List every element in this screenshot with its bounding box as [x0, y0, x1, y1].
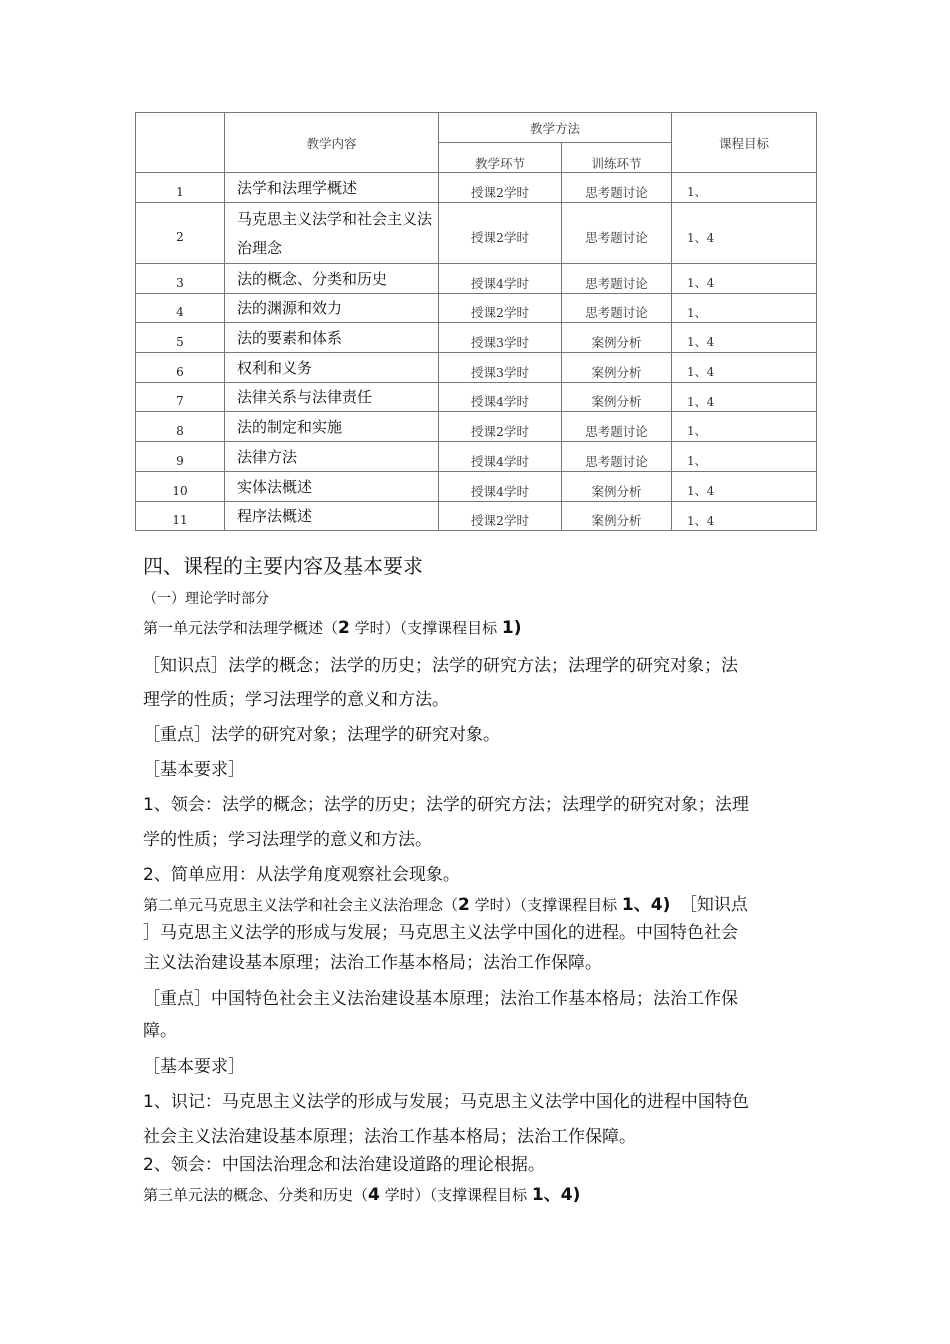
- row-number: 10: [136, 472, 225, 502]
- row-number: 4: [136, 294, 225, 323]
- table-header-row: [136, 113, 817, 143]
- row-teaching-link: 授课3学时: [439, 353, 562, 383]
- header-teaching-link: 教学环节: [439, 143, 562, 173]
- row-training-link: 思考题讨论: [562, 294, 672, 323]
- unit3-title: 第三单元法的概念、分类和历史（4 学时）（支撑课程目标 1、4): [143, 1185, 581, 1205]
- row-goal: 1、4: [672, 383, 817, 412]
- row-topic: 马克思主义法学和社会主义法治理念: [225, 203, 439, 264]
- header-content: 教学内容: [225, 113, 439, 173]
- header-goal: 课程目标: [672, 113, 817, 173]
- section-title: 四、课程的主要内容及基本要求: [143, 554, 423, 578]
- row-topic: 法律方法: [225, 442, 439, 472]
- row-goal: 1、: [672, 412, 817, 442]
- row-teaching-link: 授课2学时: [439, 294, 562, 323]
- row-teaching-link: 授课4学时: [439, 383, 562, 412]
- row-goal: 1、4: [672, 353, 817, 383]
- row-topic: 法的制定和实施: [225, 412, 439, 442]
- row-number: 8: [136, 412, 225, 442]
- table-row: [136, 203, 817, 264]
- row-number: 11: [136, 502, 225, 531]
- row-topic: 程序法概述: [225, 502, 439, 531]
- unit1-req1-line1: 1、领会：法学的概念；法学的历史；法学的研究方法；法理学的研究对象；法理: [143, 795, 749, 815]
- unit2-key-line2: 障。: [143, 1021, 177, 1041]
- row-number: 5: [136, 323, 225, 353]
- row-training-link: 思考题讨论: [562, 442, 672, 472]
- subsection-title: （一）理论学时部分: [143, 591, 269, 607]
- table-row: [136, 353, 817, 383]
- unit2-knowledge-line1: ］马克思主义法学的形成与发展；马克思主义法学中国化的进程。中国特色社会: [143, 923, 738, 943]
- row-goal: 1、4: [672, 264, 817, 294]
- unit1-requirements-heading: ［基本要求］: [143, 760, 245, 780]
- row-teaching-link: 授课4学时: [439, 264, 562, 294]
- table-row: [136, 412, 817, 442]
- unit1-req1-line2: 学的性质；学习法理学的意义和方法。: [143, 830, 432, 850]
- table-row: [136, 173, 817, 203]
- row-topic: 法律关系与法律责任: [225, 383, 439, 412]
- row-training-link: 案例分析: [562, 383, 672, 412]
- table-row: [136, 294, 817, 323]
- row-goal: 1、: [672, 294, 817, 323]
- header-method: 教学方法: [439, 113, 672, 143]
- row-number: 2: [136, 203, 225, 264]
- row-goal: 1、4: [672, 203, 817, 264]
- unit1-req2: 2、简单应用：从法学角度观察社会现象。: [143, 865, 460, 885]
- row-training-link: 思考题讨论: [562, 173, 672, 203]
- unit2-req1-line1: 1、识记：马克思主义法学的形成与发展；马克思主义法学中国化的进程中国特色: [143, 1092, 749, 1112]
- row-topic: 法学和法理学概述: [225, 173, 439, 203]
- row-number: 1: [136, 173, 225, 203]
- table-row: [136, 383, 817, 412]
- row-training-link: 案例分析: [562, 353, 672, 383]
- row-teaching-link: 授课3学时: [439, 323, 562, 353]
- row-goal: 1、4: [672, 472, 817, 502]
- row-teaching-link: 授课2学时: [439, 173, 562, 203]
- table-row: [136, 472, 817, 502]
- row-topic: 法的要素和体系: [225, 323, 439, 353]
- row-topic: 法的渊源和效力: [225, 294, 439, 323]
- row-training-link: 案例分析: [562, 502, 672, 531]
- row-goal: 1、: [672, 442, 817, 472]
- row-goal: 1、4: [672, 502, 817, 531]
- unit2-req2: 2、领会：中国法治理念和法治建设道路的理论根据。: [143, 1155, 545, 1175]
- unit2-knowledge-line2: 主义法治建设基本原理；法治工作基本格局；法治工作保障。: [143, 953, 602, 973]
- header-number-cell: [136, 113, 225, 173]
- row-teaching-link: 授课2学时: [439, 203, 562, 264]
- table-row: [136, 264, 817, 294]
- table-row: [136, 502, 817, 531]
- unit2-title: 第二单元马克思主义法学和社会主义法治理念（2 学时）（支撑课程目标 1、4) ［知识点: [143, 895, 748, 915]
- unit2-key-line1: ［重点］中国特色社会主义法治建设基本原理；法治工作基本格局；法治工作保: [143, 989, 738, 1009]
- row-training-link: 案例分析: [562, 323, 672, 353]
- table-row: [136, 442, 817, 472]
- teaching-plan-table: [135, 112, 817, 531]
- row-topic: 实体法概述: [225, 472, 439, 502]
- row-number: 9: [136, 442, 225, 472]
- row-teaching-link: 授课2学时: [439, 502, 562, 531]
- row-number: 3: [136, 264, 225, 294]
- row-number: 6: [136, 353, 225, 383]
- row-training-link: 思考题讨论: [562, 412, 672, 442]
- row-goal: 1、4: [672, 323, 817, 353]
- row-teaching-link: 授课4学时: [439, 442, 562, 472]
- unit1-knowledge-line1: ［知识点］法学的概念；法学的历史；法学的研究方法；法理学的研究对象；法: [143, 656, 738, 676]
- row-topic: 权利和义务: [225, 353, 439, 383]
- table-row: [136, 323, 817, 353]
- unit1-title: 第一单元法学和法理学概述（2 学时）（支撑课程目标 1): [143, 618, 522, 638]
- row-topic: 法的概念、分类和历史: [225, 264, 439, 294]
- row-number: 7: [136, 383, 225, 412]
- header-training-link: 训练环节: [562, 143, 672, 173]
- row-training-link: 思考题讨论: [562, 264, 672, 294]
- unit2-requirements-heading: ［基本要求］: [143, 1057, 245, 1077]
- row-teaching-link: 授课4学时: [439, 472, 562, 502]
- unit1-knowledge-line2: 理学的性质；学习法理学的意义和方法。: [143, 690, 449, 710]
- unit1-key-points: ［重点］法学的研究对象；法理学的研究对象。: [143, 725, 500, 745]
- row-training-link: 案例分析: [562, 472, 672, 502]
- row-teaching-link: 授课2学时: [439, 412, 562, 442]
- row-training-link: 思考题讨论: [562, 203, 672, 264]
- unit2-req1-line2: 社会主义法治建设基本原理；法治工作基本格局；法治工作保障。: [143, 1127, 636, 1147]
- row-goal: 1、: [672, 173, 817, 203]
